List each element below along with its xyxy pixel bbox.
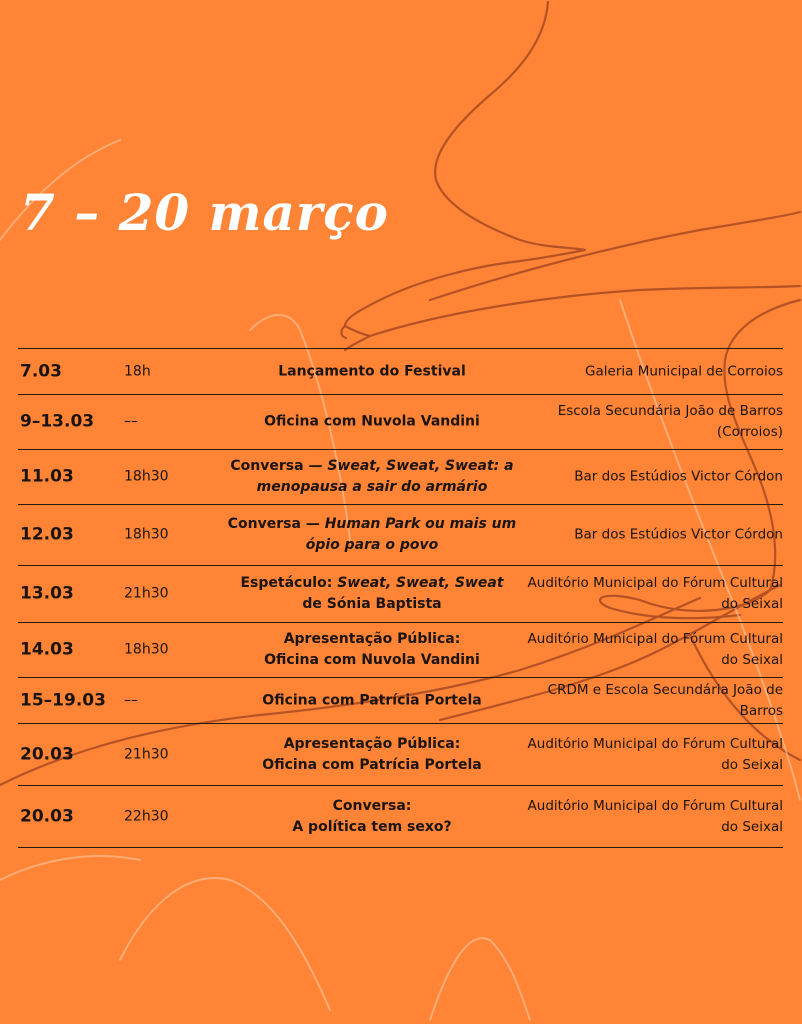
event-venue: Escola Secundária João de Barros (Corroios) bbox=[557, 403, 783, 440]
event-date: 12.03 bbox=[20, 524, 74, 545]
event-date: 7.03 bbox=[20, 361, 62, 381]
event-title: Espetáculo: Sweat, Sweat, Sweat de Sónia Baptista bbox=[240, 575, 504, 612]
event-title: Oficina com Nuvola Vandini bbox=[264, 413, 480, 430]
event-date: 20.03 bbox=[20, 806, 74, 826]
event-date: 9–13.03 bbox=[20, 411, 95, 432]
event-time: 18h bbox=[124, 363, 151, 379]
event-date: 20.03 bbox=[20, 744, 74, 764]
event-time: 18h30 bbox=[124, 526, 169, 543]
schedule-table bbox=[18, 348, 783, 848]
event-title: Conversa — Sweat, Sweat, Sweat: a menopausa a sair do armário bbox=[230, 458, 514, 495]
event-date: 15–19.03 bbox=[20, 690, 106, 710]
event-time: –– bbox=[124, 413, 138, 430]
table-row bbox=[18, 349, 783, 395]
event-time: 21h30 bbox=[124, 585, 169, 602]
event-time: 18h30 bbox=[124, 641, 169, 658]
table-row bbox=[18, 623, 783, 678]
table-row bbox=[18, 724, 783, 786]
event-time: 21h30 bbox=[124, 746, 169, 762]
event-venue: Bar dos Estúdios Victor Córdon bbox=[574, 526, 783, 543]
event-time: 18h30 bbox=[124, 468, 169, 485]
event-title: Oficina com Patrícia Portela bbox=[262, 692, 482, 708]
event-time: 22h30 bbox=[124, 808, 169, 824]
event-title: Conversa — Human Park ou mais um ópio para o povo bbox=[227, 516, 517, 553]
event-venue: Auditório Municipal do Fórum Cultural do Seixal bbox=[527, 575, 783, 612]
table-row bbox=[18, 678, 783, 724]
event-time: –– bbox=[124, 692, 138, 708]
event-title: Conversa: A política tem sexo? bbox=[292, 797, 452, 835]
table-row bbox=[18, 566, 783, 623]
event-venue: Bar dos Estúdios Victor Córdon bbox=[574, 468, 783, 485]
event-venue: Auditório Municipal do Fórum Cultural do Seixal bbox=[527, 735, 783, 773]
table-row bbox=[18, 450, 783, 505]
event-venue: CRDM e Escola Secundária João de Barros bbox=[547, 681, 783, 719]
event-venue: Auditório Municipal do Fórum Cultural do Seixal bbox=[527, 631, 783, 668]
event-venue: Galeria Municipal de Corroios bbox=[585, 363, 783, 379]
table-row bbox=[18, 395, 783, 450]
event-title: Apresentação Pública: Oficina com Nuvola Vandini bbox=[264, 631, 480, 668]
event-venue: Auditório Municipal do Fórum Cultural do Seixal bbox=[527, 797, 783, 835]
table-row bbox=[18, 786, 783, 848]
event-title: Lançamento do Festival bbox=[278, 363, 466, 379]
event-title: Apresentação Pública: Oficina com Patrícia Portela bbox=[262, 735, 482, 773]
page-title: 7 – 20 março bbox=[20, 183, 390, 242]
table-row bbox=[18, 505, 783, 566]
event-date: 13.03 bbox=[20, 583, 74, 604]
event-date: 11.03 bbox=[20, 466, 74, 487]
event-date: 14.03 bbox=[20, 639, 74, 660]
